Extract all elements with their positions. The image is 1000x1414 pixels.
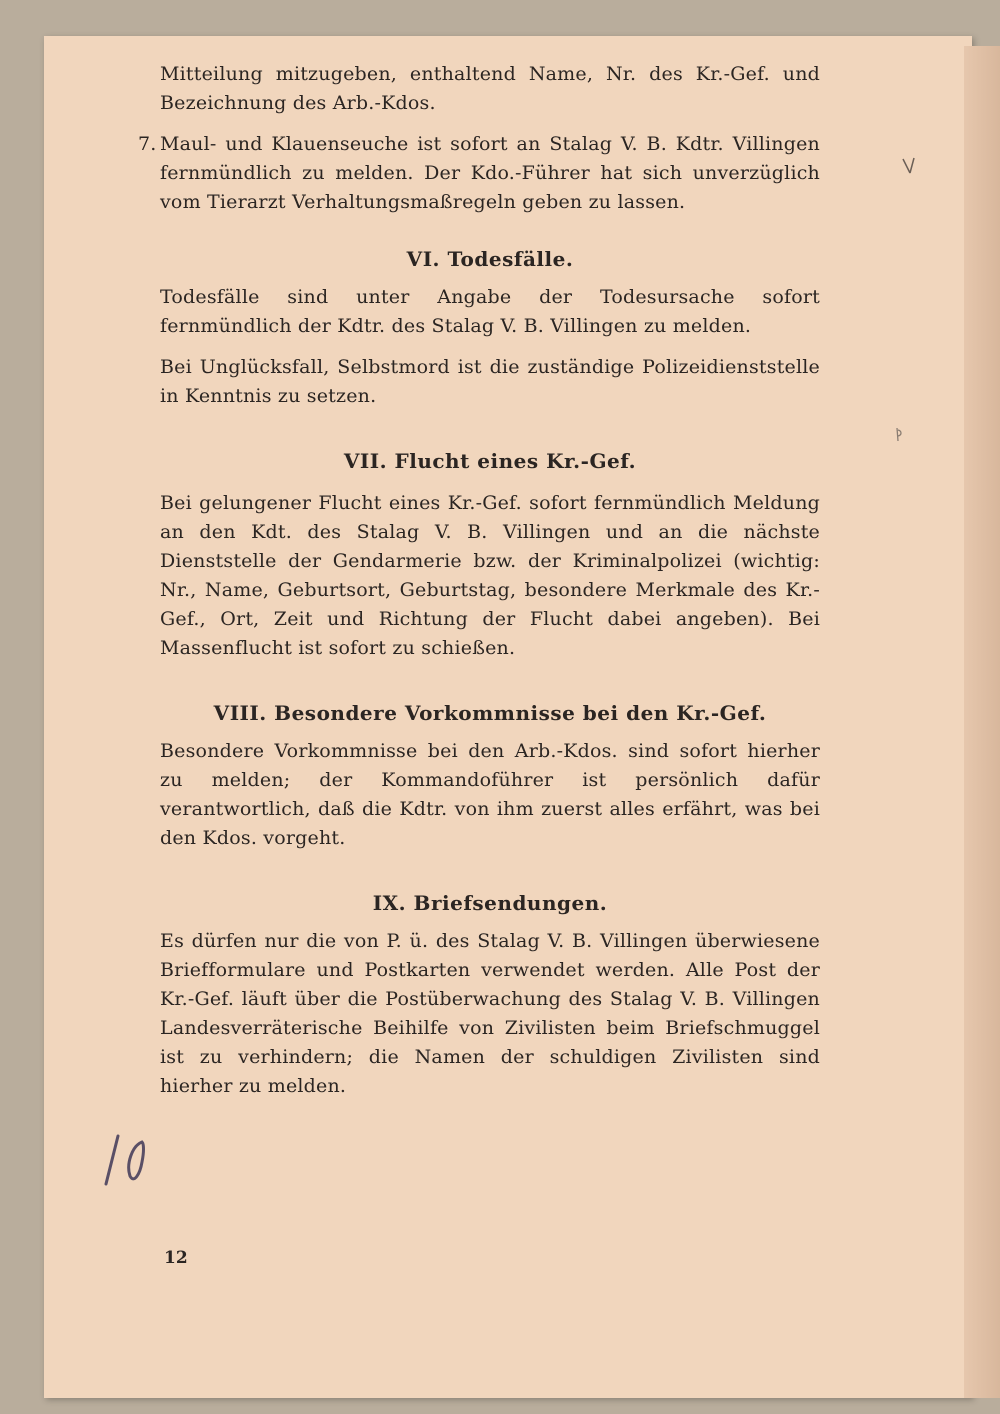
section-heading-ix: IX. Briefsendungen. <box>372 891 608 915</box>
page-number: 12 <box>164 1248 188 1268</box>
margin-mark <box>892 425 906 445</box>
page-text <box>138 60 820 1101</box>
section-vi-paragraph-2: Bei Unglücksfall, Selbstmord ist die zuständige Polizeidienststelle in Kenntnis zu setzen. <box>160 356 820 407</box>
handwritten-page-number <box>96 1124 166 1194</box>
section-heading-viii: VIII. Besondere Vorkommnisse bei den Kr.-Gef. <box>213 701 767 725</box>
section-viii-paragraph: Besondere Vorkommnisse bei den Arb.-Kdos. sind sofort hierher zu melden; der Kommandoführer ist persönlich dafür verantwortlich, daß die Kdtr. von ihm zuerst alles erfährt, was bei den Kdos. vorgeht. <box>160 740 820 849</box>
continuation-paragraph: Mitteilung mitzugeben, enthaltend Name, Nr. des Kr.-Gef. und Bezeichnung des Arb.-Kdos. <box>160 63 820 114</box>
section-heading-vi: VI. Todesfälle. <box>406 247 574 271</box>
next-page-edge <box>964 46 1000 1398</box>
margin-mark <box>900 155 920 177</box>
section-heading-vii: VII. Flucht eines Kr.-Gef. <box>343 449 637 473</box>
section-vi-paragraph-1: Todesfälle sind unter Angabe der Todesursache sofort fernmündlich der Kdtr. des Stalag V. B. Villingen zu melden. <box>160 286 820 337</box>
item-text: Maul- und Klauenseuche ist sofort an Stalag V. B. Kdtr. Villingen fernmündlich zu melden. Der Kdo.-Führer hat sich unverzüglich vom Tierarzt Verhaltungsmaßregeln geben zu lassen. <box>160 133 820 213</box>
section-vii-paragraph: Bei gelungener Flucht eines Kr.-Gef. sofort fernmündlich Meldung an den Kdt. des Stalag V. B. Villingen und an die nächste Dienststelle der Gendarmerie bzw. der Kriminalpolizei (wichtig: Nr., Name, Geburtsort, Geburtstag, besondere Merkmale des Kr.-Gef., Ort, Zeit und Richtung der Flucht dabei angeben). Bei Massenflucht ist sofort zu schießen. <box>160 492 820 659</box>
item-7 <box>138 130 820 217</box>
section-ix-paragraph: Es dürfen nur die von P. ü. des Stalag V. B. Villingen überwiesene Briefformulare und Postkarten verwendet werden. Alle Post der Kr.-Gef. läuft über die Postüberwachung des Stalag V. B. Villingen Landesverräterische Beihilfe von Zivilisten beim Briefschmuggel ist zu verhindern; die Namen der schuldigen Zivilisten sind hierher zu melden. <box>160 930 820 1097</box>
item-number: 7. <box>138 133 157 155</box>
